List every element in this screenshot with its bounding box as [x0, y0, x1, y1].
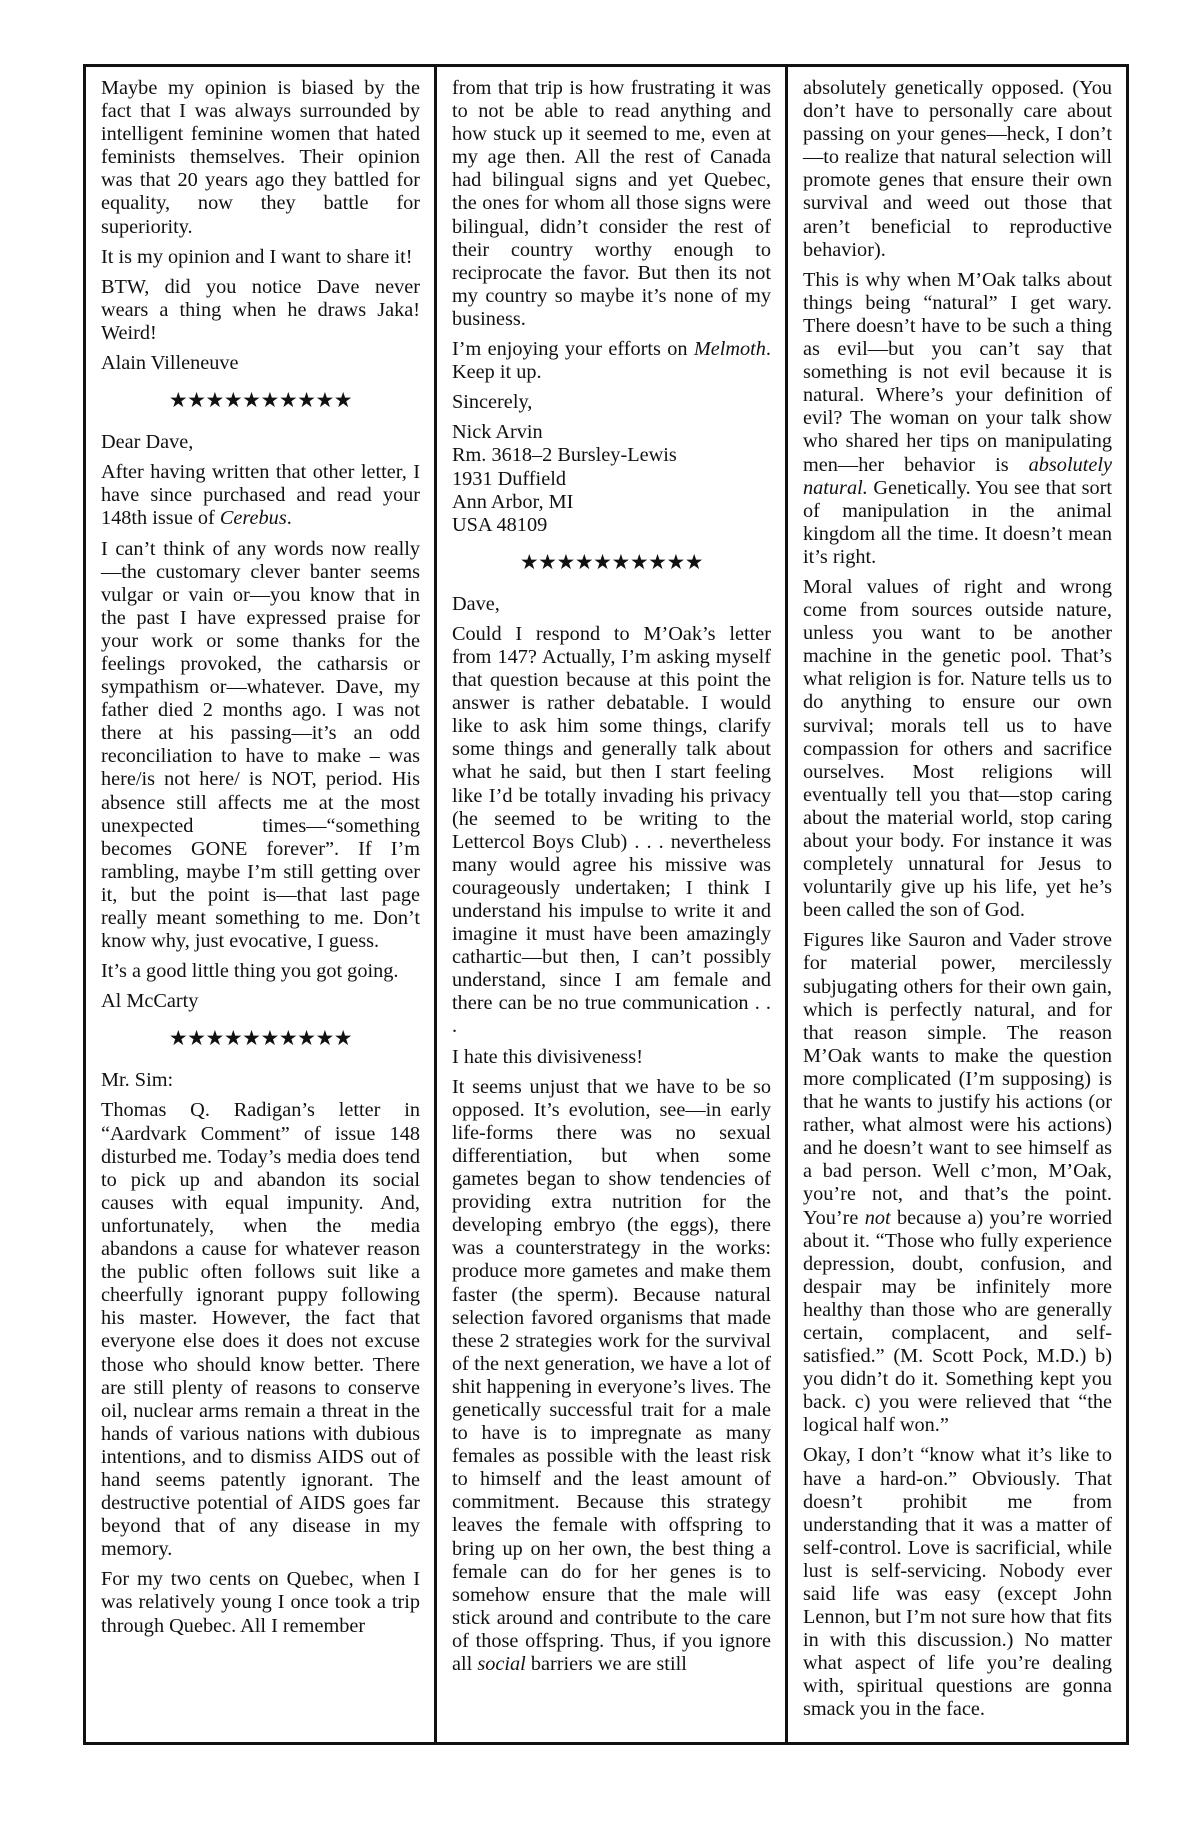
star-divider	[101, 1025, 420, 1051]
text-run: After having written that other letter, I have since purchased and read your 148th issue of	[101, 461, 420, 530]
text-run: Ann Arbor, MI	[452, 490, 574, 513]
italic-text: absolutely natural.	[803, 453, 1112, 499]
letter-signature	[101, 990, 420, 1013]
letter-paragraph	[101, 77, 420, 239]
letter-paragraph	[803, 929, 1112, 1437]
letters-page-frame	[83, 64, 1129, 1745]
letter-salutation	[101, 1069, 420, 1092]
text-run: For my two cents on Quebec, when I was relatively young I once took a trip through Quebec. All I remember	[101, 1568, 420, 1637]
text-run: Nick Arvin	[452, 421, 543, 444]
text-run: barriers we are still	[525, 1653, 687, 1675]
text-run: . Keep it up.	[452, 338, 771, 384]
text-run: Dear Dave,	[101, 431, 194, 454]
letter-paragraph	[101, 1568, 420, 1637]
letter-paragraph	[452, 77, 771, 331]
text-run: Could I respond to M’Oak’s letter from 147? Actually, I’m asking myself that question because at this point the answer is rather debatable. I would like to ask him some things, clarify some things and generally talk about what he said, but then I start feeling like I’d be totally invading his privacy (he seemed to be writing to the Lettercol Boys Club) . . . nevertheless many would agree his missive was courageously undertaken; I think I understand his impulse to write it and imagine it must have been amazingly cathartic—but then, I can’t possibly understand, since I am female and there can be no true communication . . .	[452, 622, 771, 1038]
text-run: absolutely genetically opposed. (You don’t have to personally care about passing on your genes—heck, I don’t—to realize that natural selection will promote genes that ensure their own survival and weed out those that aren’t beneficial to reproductive behavior).	[803, 77, 1112, 261]
letter-paragraph	[803, 269, 1112, 569]
text-run: It’s a good little thing you got going.	[101, 960, 399, 983]
text-run: Al McCarty	[101, 990, 199, 1013]
text-run: I hate this divisiveness!	[452, 1045, 643, 1068]
text-run: Mr. Sim:	[101, 1069, 174, 1092]
text-run: from that trip is how frustrating it was to not be able to read anything and how stuck up it seemed to me, even at my age then. All the rest of Canada had bilingual signs and yet Quebec, the ones for whom all those signs were bilingual, didn’t consider the rest of their country worthy enough to reciprocate the favor. But then its not my country so maybe it’s none of my business.	[452, 77, 771, 330]
text-run: 1931 Duffield	[452, 467, 566, 490]
text-run: ★★★★★★★★★★	[168, 1026, 353, 1051]
address-line	[452, 514, 771, 537]
text-run: Thomas Q. Radigan’s letter in “Aardvark Comment” of issue 148 disturbed me. Today’s media does tend to pick up and abandon its social causes with equal impunity. And, unfortunately, when the media abandons a cause for whatever reason the public often follows suit like a cheerfully ignorant puppy following his master. However, the fact that everyone else does it does not excuse those who should know better. There are still plenty of reasons to conserve oil, nuclear arms remain a threat in the hands of various nations with dubious intentions, and to dismiss AIDS out of hand seems patently ignorant. The destructive potential of AIDS goes far beyond that of any disease in my memory.	[101, 1099, 420, 1561]
text-run: Rm. 3618–2 Bursley-Lewis	[452, 444, 677, 467]
text-run: Genetically. You see that sort of manipulation in the animal kingdom all the time. It doesn’t mean it’s right.	[803, 476, 1112, 568]
italic-text: Melmoth	[693, 338, 766, 361]
letter-paragraph	[101, 960, 420, 983]
text-run: ★★★★★★★★★★	[519, 549, 704, 574]
letter-paragraph	[452, 623, 771, 1039]
letter-paragraph	[452, 1076, 771, 1676]
text-run: .	[286, 507, 292, 530]
column-1	[86, 67, 434, 1742]
letter-paragraph	[452, 338, 771, 384]
text-run: Moral values of right and wrong come from sources outside nature, unless you want to be another machine in the genetic pool. That’s what religion is for. Nature tells us to do anything to ensure our own survival; morals tell us to have compassion for others and sacrifice ourselves. Most religions will eventually tell you that—stop caring about the material world, stop caring about your body. For instance it was completely unnatural for Jesus to voluntarily give up his life, yet he’s been called the son of God.	[803, 575, 1112, 922]
text-run: Figures like Sauron and Vader strove for material power, mercilessly subjugating others for their own gain, which is perfectly natural, and for that reason simple. The reason M’Oak wants to make the question more complicated (I’m supposing) is that he wants to justify his actions (or rather, what almost were his actions) and he doesn’t want to see himself as a bad person. Well c’mon, M’Oak, you’re not, and that’s the point. You’re	[803, 929, 1112, 1229]
text-run: I can’t think of any words now really—the customary clever banter seems vulgar or vain or—you know that in the past I have expressed praise for your work or some thanks for the feelings provoked, the catharsis or sympathism or—whatever. Dave, my father died 2 months ago. I was not there at his passing—it’s an odd reconciliation to have to make – was here/is not here/ is NOT, period. His absence still affects me at the most unexpected times—“something becomes GONE forever”. If I’m rambling, maybe I’m still getting over it, but the point is—that last page really meant something to me. Don’t know why, just evocative, I guess.	[101, 537, 420, 953]
letter-paragraph	[101, 538, 420, 954]
address-line	[452, 421, 771, 444]
letter-paragraph	[803, 77, 1112, 262]
text-run: BTW, did you notice Dave never wears a thing when he draws Jaka! Weird!	[101, 275, 420, 344]
italic-text: not	[864, 1206, 891, 1229]
star-divider	[452, 549, 771, 575]
letter-paragraph	[101, 246, 420, 269]
letter-paragraph	[452, 1046, 771, 1069]
letter-paragraph	[101, 276, 420, 345]
text-run: Sincerely,	[452, 391, 533, 414]
column-2	[434, 67, 785, 1742]
text-run: It seems unjust that we have to be so opposed. It’s evolution, see—in early life-forms there was no sexual differentiation, but when some gametes began to show tendencies of providing extra nutrition for the developing embryo (the eggs), there was a counterstrategy in the works: produce more gametes and make them faster (the sperm). Because natural selection favored organisms that made these 2 strategies work for the survival of the next generation, we have a lot of shit happening in everyone’s lives. The genetically successful trait for a male to have is to impregnate as many females as possible with the least risk to himself and the least amount of commitment. Because this strategy leaves the female with offspring to bring up on her own, the best thing a female can do for her genes is to somehow ensure that the male will stick around and contribute to the care of those offspring. Thus, if you ignore all	[452, 1075, 771, 1675]
letter-salutation	[452, 593, 771, 616]
address-line	[452, 444, 771, 467]
italic-text: social	[477, 1653, 526, 1675]
letter-signature	[101, 352, 420, 375]
text-run: I’m enjoying your efforts on	[452, 338, 694, 361]
text-run: Dave,	[452, 592, 500, 615]
column-3	[785, 67, 1126, 1742]
text-run: Okay, I don’t “know what it’s like to have a hard-on.” Obviously. That doesn’t prohibit me from understanding that it was a matter of self-control. Love is sacrificial, while lust is self-servicing. Nobody ever said life was easy (except John Lennon, but I’m not sure how that fits in with this discussion.) No matter what aspect of life you’re dealing with, spiritual questions are gonna smack you in the face.	[803, 1444, 1112, 1721]
text-run: Alain Villeneuve	[101, 352, 239, 375]
text-run: It is my opinion and I want to share it!	[101, 245, 413, 268]
letter-salutation	[101, 431, 420, 454]
text-run: USA 48109	[452, 513, 548, 536]
italic-text: Cerebus	[219, 507, 287, 530]
letter-paragraph	[101, 461, 420, 530]
letter-paragraph	[452, 391, 771, 414]
text-run: because a) you’re worried about it. “Those who fully experience depression, doubt, confusion, and despair may be infinitely more healthy than those who are generally certain, complacent, and self-satisfied.” (M. Scott Pock, M.D.) b) you didn’t do it. Something kept you back. c) you were relieved that “the logical half won.”	[803, 1206, 1112, 1437]
letter-paragraph	[803, 1444, 1112, 1721]
star-divider	[101, 387, 420, 413]
text-run: ★★★★★★★★★★	[168, 388, 353, 413]
text-run: Maybe my opinion is biased by the fact that I was always surrounded by intelligent feminine women that hated feminists themselves. Their opinion was that 20 years ago they battled for equality, now they battle for superiority.	[101, 77, 420, 238]
text-run: This is why when M’Oak talks about things being “natural” I get wary. There doesn’t have to be such a thing as evil—but you can’t say that something is not evil because it is natural. Where’s your definition of evil? The woman on your talk show who shared her tips on manipulating men—her behavior is	[803, 268, 1112, 476]
letter-paragraph	[101, 1099, 420, 1561]
address-line	[452, 468, 771, 491]
letter-paragraph	[803, 576, 1112, 922]
address-line	[452, 491, 771, 514]
